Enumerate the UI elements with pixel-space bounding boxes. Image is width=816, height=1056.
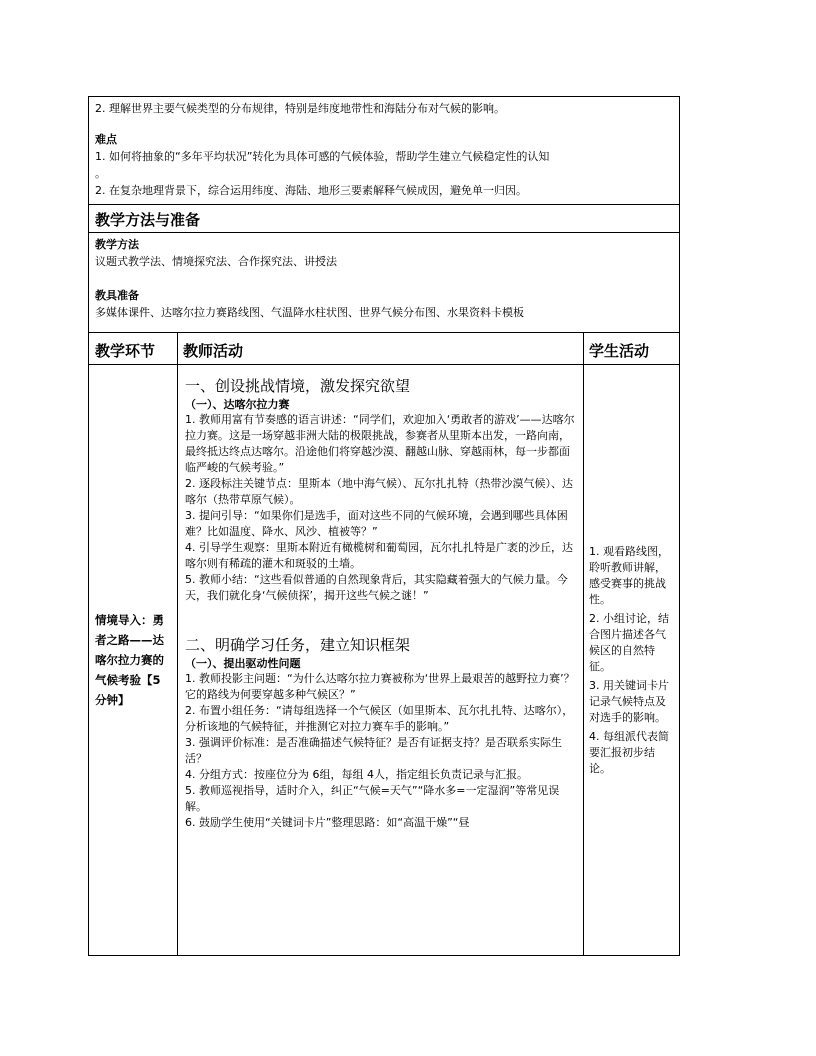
part2-item-4: 4. 分组方式：按座位分为 6组，每组 4人，指定组长负责记录与汇报。 [185, 768, 528, 781]
teacher-cell [177, 365, 583, 955]
difficulty-item-1-tail: 。 [95, 167, 106, 180]
part2-item-3: 3. 强调评价标准：是否准确描述气候特征？是否有证据支持？是否联系实际生活？ [185, 736, 562, 765]
goal-item-2: 2. 理解世界主要气候类型的分布规律，特别是纬度地带性和海陆分布对气候的影响。 [95, 102, 505, 115]
table-divider-2 [583, 333, 584, 955]
stage-label: 情境导入：勇者之路——达喀尔拉力赛的气候考验【5分钟】 [95, 613, 164, 707]
table-divider-1 [177, 333, 178, 955]
student-item-3: 3. 用关键词卡片记录气候特点及对选手的影响。 [589, 678, 669, 724]
header-teacher: 教师活动 [183, 342, 244, 360]
methods-text: 议题式教学法、情境探究法、合作探究法、讲授法 [95, 255, 337, 268]
part1-item-1: 1. 教师用富有节奏感的语言讲述：“同学们，欢迎加入‘勇敢者的游戏’——达喀尔拉力赛。这是一场穿越非洲大陆的极限挑战，参赛者从里斯本出发，一路向南，最终抵达终点达喀尔。沿途他们将穿越沙漠、翻越山脉、穿越雨林，每一步都面临严峻的气候考验。” [185, 413, 575, 474]
stage-cell [89, 365, 177, 955]
tools-heading: 教具准备 [95, 289, 139, 302]
part1-item-2: 2. 逐段标注关键节点：里斯本（地中海气候）、瓦尔扎扎特（热带沙漠气候）、达喀尔（热带草原气候）。 [185, 477, 573, 506]
part2-subtitle: （一）、提出驱动性问题 [185, 657, 301, 670]
difficulty-item-2: 2. 在复杂地理背景下，综合运用纬度、海陆、地形三要素解释气候成因，避免单一归因。 [95, 184, 527, 197]
methods-section-title: 教学方法与准备 [95, 211, 201, 229]
part1-item-3: 3. 提问引导：“如果你们是选手，面对这些不同的气候环境，会遇到哪些具体困难？比如温度、降水、风沙、植被等？” [185, 509, 568, 538]
part1-title: 一、创设挑战情境，激发探究欲望 [185, 377, 411, 395]
tools-text: 多媒体课件、达喀尔拉力赛路线图、气温降水柱状图、世界气候分布图、水果资料卡模板 [95, 306, 524, 319]
methods-title-section [89, 205, 679, 233]
part2-item-1: 1. 教师投影主问题：“为什么达喀尔拉力赛被称为‘世界上最艰苦的越野拉力赛’？它的路线为何要穿越多种气候区？” [185, 672, 575, 701]
part2-item-5: 5. 教师巡视指导，适时介入，纠正“气候=天气”“降水多=一定湿润”等常见误解。 [185, 784, 560, 813]
header-stage: 教学环节 [95, 342, 156, 360]
part1-item-4: 4. 引导学生观察：里斯本附近有橄榄树和葡萄园，瓦尔扎扎特是广袤的沙丘，达喀尔则有稀疏的灌木和斑驳的土墙。 [185, 541, 573, 570]
part1-subtitle: （一）、达喀尔拉力赛 [185, 398, 290, 411]
part2-item-6: 6. 鼓励学生使用“关键词卡片”整理思路：如“高温干燥”“昼 [185, 816, 470, 829]
part2-title: 二、明确学习任务，建立知识框架 [185, 636, 411, 654]
student-item-1: 1. 观看路线图，聆听教师讲解，感受赛事的挑战性。 [589, 544, 669, 606]
methods-content-section [89, 233, 679, 333]
methods-heading: 教学方法 [95, 238, 139, 251]
lesson-plan-page [88, 96, 680, 956]
header-student: 学生活动 [589, 342, 650, 360]
part2-item-2: 2. 布置小组任务：“请每组选择一个气候区（如里斯本、瓦尔扎扎特、达喀尔），分析该地的气候特征，并推测它对拉力赛车手的影响。” [185, 704, 574, 733]
difficulty-item-1: 1. 如何将抽象的“多年平均状况”转化为具体可感的气候体验，帮助学生建立气候稳定性的认知 [95, 150, 550, 163]
student-cell [583, 365, 679, 955]
student-item-2: 2. 小组讨论，结合图片描述各气候区的自然特征。 [589, 611, 669, 673]
difficulties-heading: 难点 [95, 133, 117, 146]
student-item-4: 4. 每组派代表简要汇报初步结论。 [589, 729, 669, 775]
part1-item-5: 5. 教师小结：“这些看似普通的自然现象背后，其实隐藏着强大的气候力量。今天，我们就化身‘气候侦探’，揭开这些气候之谜！” [185, 573, 568, 602]
goals-difficulties-section [89, 97, 679, 205]
